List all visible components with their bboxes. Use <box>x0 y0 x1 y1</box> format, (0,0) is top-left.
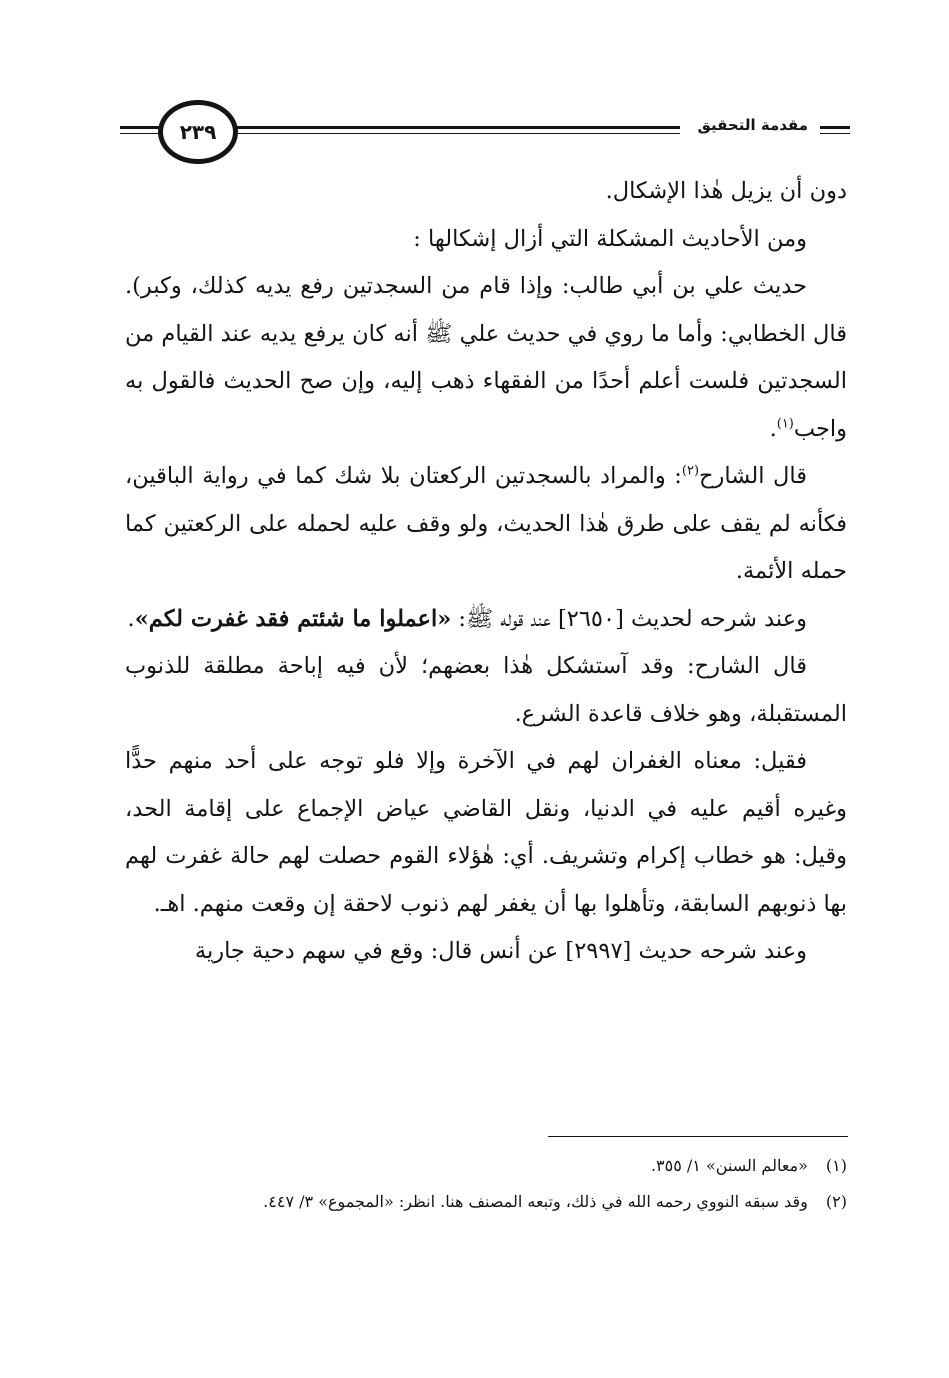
hadith-quote: «اعملوا ما شئتم فقد غفرت لكم» <box>134 605 452 632</box>
paragraph-text: وعند شرحه حديث [٢٩٩٧] عن أنس قال: وقع في سهم دحية جارية <box>194 938 807 964</box>
paragraph-text: حديث علي بن أبي طالب: وإذا قام من السجدتين رفع يديه كذلك، وكبر). قال الخطابي: وأما ما روي في حديث علي ﷺ أنه كان يرفع يديه عند القيام من السجدتين فلست أعلم أحدًا من الفقهاء ذهب إليه، وإن صح الحديث فالقول به واجب <box>125 273 847 442</box>
running-header <box>120 92 850 162</box>
header-rule <box>820 133 850 134</box>
footnote-mark: (٢) <box>825 1192 847 1211</box>
footnote-mark: (١) <box>825 1156 847 1175</box>
paragraph <box>125 453 847 596</box>
footnote-separator <box>548 1136 848 1137</box>
header-rule <box>210 133 680 134</box>
footnote-text: وقد سبقه النووي رحمه الله في ذلك، وتبعه المصنف هنا. انظر: «المجموع» ٣/ ٤٤٧. <box>263 1192 808 1211</box>
footnote-ref: (٢) <box>681 463 700 479</box>
paragraph-text: وعند شرحه لحديث [٢٦٥٠] عند قوله ﷺ: <box>451 605 807 632</box>
footnote-ref: (١) <box>776 416 794 431</box>
footnote-text: «معالم السنن» ١/ ٣٥٥. <box>650 1156 808 1175</box>
paragraph <box>125 216 847 264</box>
page-number: ٢٣٩ <box>158 100 238 164</box>
paragraph <box>125 643 847 738</box>
header-rule <box>820 126 850 129</box>
footnotes <box>125 1148 847 1220</box>
header-rule <box>210 126 680 129</box>
paragraph-text: ومن الأحاديث المشكلة التي أزال إشكالها : <box>413 225 807 252</box>
paragraph-text: قال الشارح <box>699 463 807 489</box>
paragraph <box>125 596 847 644</box>
paragraph-text: : والمراد بالسجدتين الركعتان بلا شك كما في رواية الباقين، فكأنه لم يقف على طرق هٰذا الحديث، ولو وقف عليه لحمله على الركعتين كما حمله الأئمة. <box>125 463 847 584</box>
paragraph <box>125 738 847 928</box>
header-title: مقدمة التحقيق <box>691 116 814 134</box>
paragraph-text: دون أن يزيل هٰذا الإشكال. <box>605 178 847 204</box>
paragraph-text: . <box>127 605 135 632</box>
body-text <box>125 168 847 976</box>
footnote <box>125 1148 847 1184</box>
paragraph-text: قال الشارح: وقد آستشكل هٰذا بعضهم؛ لأن فيه إباحة مطلقة للذنوب المستقبلة، وهو خلاف قاعدة الشرع. <box>125 653 847 727</box>
paragraph-text: فقيل: معناه الغفران لهم في الآخرة وإلا فلو توجه على أحد منهم حدًّا وغيره أقيم عليه في الدنيا، ونقل القاضي عياض الإجماع على إقامة الحد، وقيل: هو خطاب إكرام وتشريف. أي: هٰؤلاء القوم حصلت لهم حالة غفرت لهم بها ذنوبهم السابقة، وتأهلوا بها أن يغفر لهم ذنوب لاحقة إن وقعت منهم. اهـ. <box>125 748 847 917</box>
paragraph <box>125 928 847 976</box>
header-rule <box>120 126 160 129</box>
header-rule <box>120 133 160 134</box>
paragraph-text: . <box>769 415 777 442</box>
footnote <box>125 1184 847 1220</box>
paragraph <box>125 263 847 453</box>
paragraph <box>125 168 847 216</box>
